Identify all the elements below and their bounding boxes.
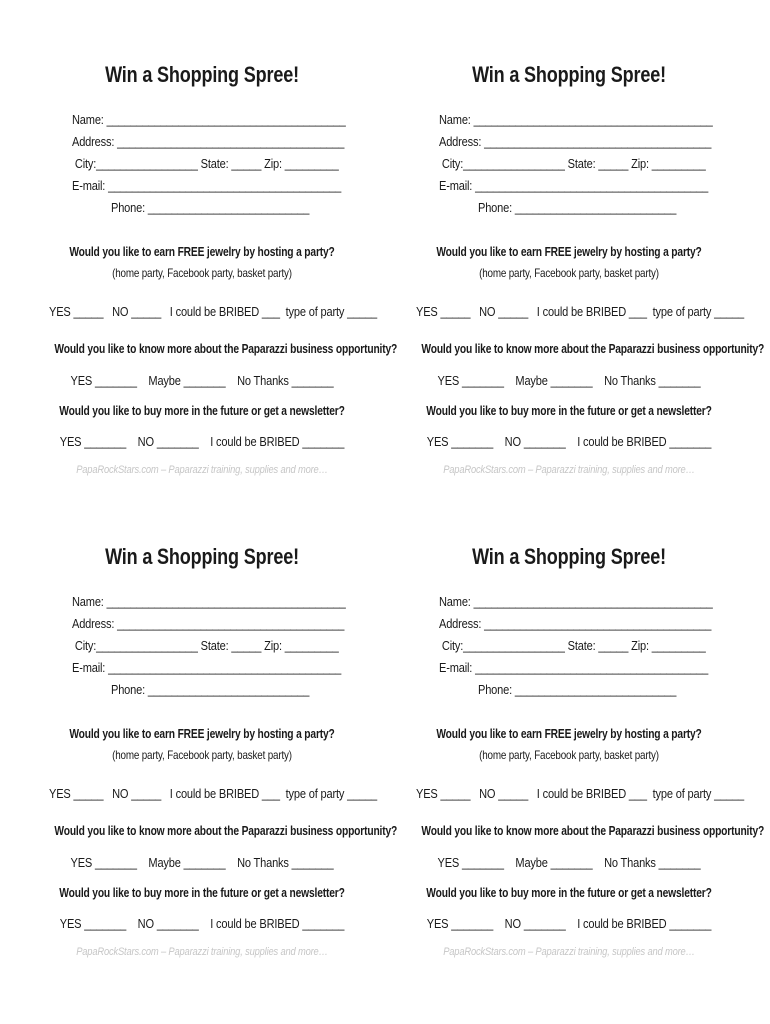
card-footer: PapaRockStars.com – Paparazzi training, supplies and more… [443, 464, 695, 476]
business-answers: YES _______ Maybe _______ No Thanks _______ [70, 373, 334, 388]
host-answers: YES _____ NO _____ I could be BRIBED ___ type of party _____ [416, 786, 745, 801]
newsletter-answers: YES _______ NO _______ I could be BRIBED _______ [59, 434, 345, 449]
host-question: Would you like to earn FREE jewelry by hosting a party? [69, 727, 335, 741]
entry-card-bottom-left [22, 482, 398, 958]
address-field-line: Address: ______________________________________ [72, 134, 345, 149]
name-field-line: Name: ________________________________________ [439, 594, 713, 609]
card-title: Win a Shopping Spree! [105, 62, 299, 87]
card-footer: PapaRockStars.com – Paparazzi training, supplies and more… [76, 464, 328, 476]
card-title: Win a Shopping Spree! [105, 544, 299, 569]
phone-field-line: Phone: ___________________________ [111, 682, 310, 697]
city-state-zip-line: City:_________________ State: _____ Zip: _________ [72, 156, 339, 171]
business-question: Would you like to know more about the Paparazzi business opportunity? [421, 342, 765, 356]
host-answers: YES _____ NO _____ I could be BRIBED ___ type of party _____ [49, 786, 378, 801]
card-title: Win a Shopping Spree! [472, 544, 666, 569]
newsletter-answers: YES _______ NO _______ I could be BRIBED _______ [59, 916, 345, 931]
name-field-line: Name: ________________________________________ [72, 594, 346, 609]
phone-field-line: Phone: ___________________________ [478, 200, 677, 215]
business-answers: YES _______ Maybe _______ No Thanks _______ [70, 855, 334, 870]
address-field-line: Address: ______________________________________ [72, 616, 345, 631]
newsletter-question: Would you like to buy more in the future or get a newsletter? [59, 404, 345, 418]
entry-card-bottom-right [389, 482, 765, 958]
business-answers: YES _______ Maybe _______ No Thanks _______ [437, 855, 701, 870]
entry-card-top-right [389, 0, 765, 476]
host-answers: YES _____ NO _____ I could be BRIBED ___ type of party _____ [49, 304, 378, 319]
phone-field-line: Phone: ___________________________ [478, 682, 677, 697]
name-field-line: Name: ________________________________________ [72, 112, 346, 127]
business-answers: YES _______ Maybe _______ No Thanks _______ [437, 373, 701, 388]
phone-field-line: Phone: ___________________________ [111, 200, 310, 215]
host-question: Would you like to earn FREE jewelry by hosting a party? [69, 245, 335, 259]
host-subtext: (home party, Facebook party, basket party) [112, 748, 292, 762]
card-title: Win a Shopping Spree! [472, 62, 666, 87]
city-state-zip-line: City:_________________ State: _____ Zip: _________ [439, 638, 706, 653]
email-field-line: E-mail: _______________________________________ [72, 660, 342, 675]
newsletter-question: Would you like to buy more in the future or get a newsletter? [59, 886, 345, 900]
newsletter-answers: YES _______ NO _______ I could be BRIBED _______ [426, 916, 712, 931]
host-question: Would you like to earn FREE jewelry by hosting a party? [436, 727, 702, 741]
address-field-line: Address: ______________________________________ [439, 134, 712, 149]
city-state-zip-line: City:_________________ State: _____ Zip: _________ [72, 638, 339, 653]
newsletter-question: Would you like to buy more in the future or get a newsletter? [426, 404, 712, 418]
newsletter-question: Would you like to buy more in the future or get a newsletter? [426, 886, 712, 900]
newsletter-answers: YES _______ NO _______ I could be BRIBED _______ [426, 434, 712, 449]
host-question: Would you like to earn FREE jewelry by hosting a party? [436, 245, 702, 259]
address-field-line: Address: ______________________________________ [439, 616, 712, 631]
name-field-line: Name: ________________________________________ [439, 112, 713, 127]
host-subtext: (home party, Facebook party, basket party) [112, 266, 292, 280]
email-field-line: E-mail: _______________________________________ [439, 178, 709, 193]
city-state-zip-line: City:_________________ State: _____ Zip: _________ [439, 156, 706, 171]
business-question: Would you like to know more about the Paparazzi business opportunity? [54, 824, 398, 838]
business-question: Would you like to know more about the Paparazzi business opportunity? [54, 342, 398, 356]
card-footer: PapaRockStars.com – Paparazzi training, supplies and more… [443, 946, 695, 958]
host-answers: YES _____ NO _____ I could be BRIBED ___ type of party _____ [416, 304, 745, 319]
email-field-line: E-mail: _______________________________________ [439, 660, 709, 675]
entry-card-top-left [22, 0, 398, 476]
host-subtext: (home party, Facebook party, basket party) [479, 748, 659, 762]
business-question: Would you like to know more about the Paparazzi business opportunity? [421, 824, 765, 838]
host-subtext: (home party, Facebook party, basket party) [479, 266, 659, 280]
card-footer: PapaRockStars.com – Paparazzi training, supplies and more… [76, 946, 328, 958]
email-field-line: E-mail: _______________________________________ [72, 178, 342, 193]
